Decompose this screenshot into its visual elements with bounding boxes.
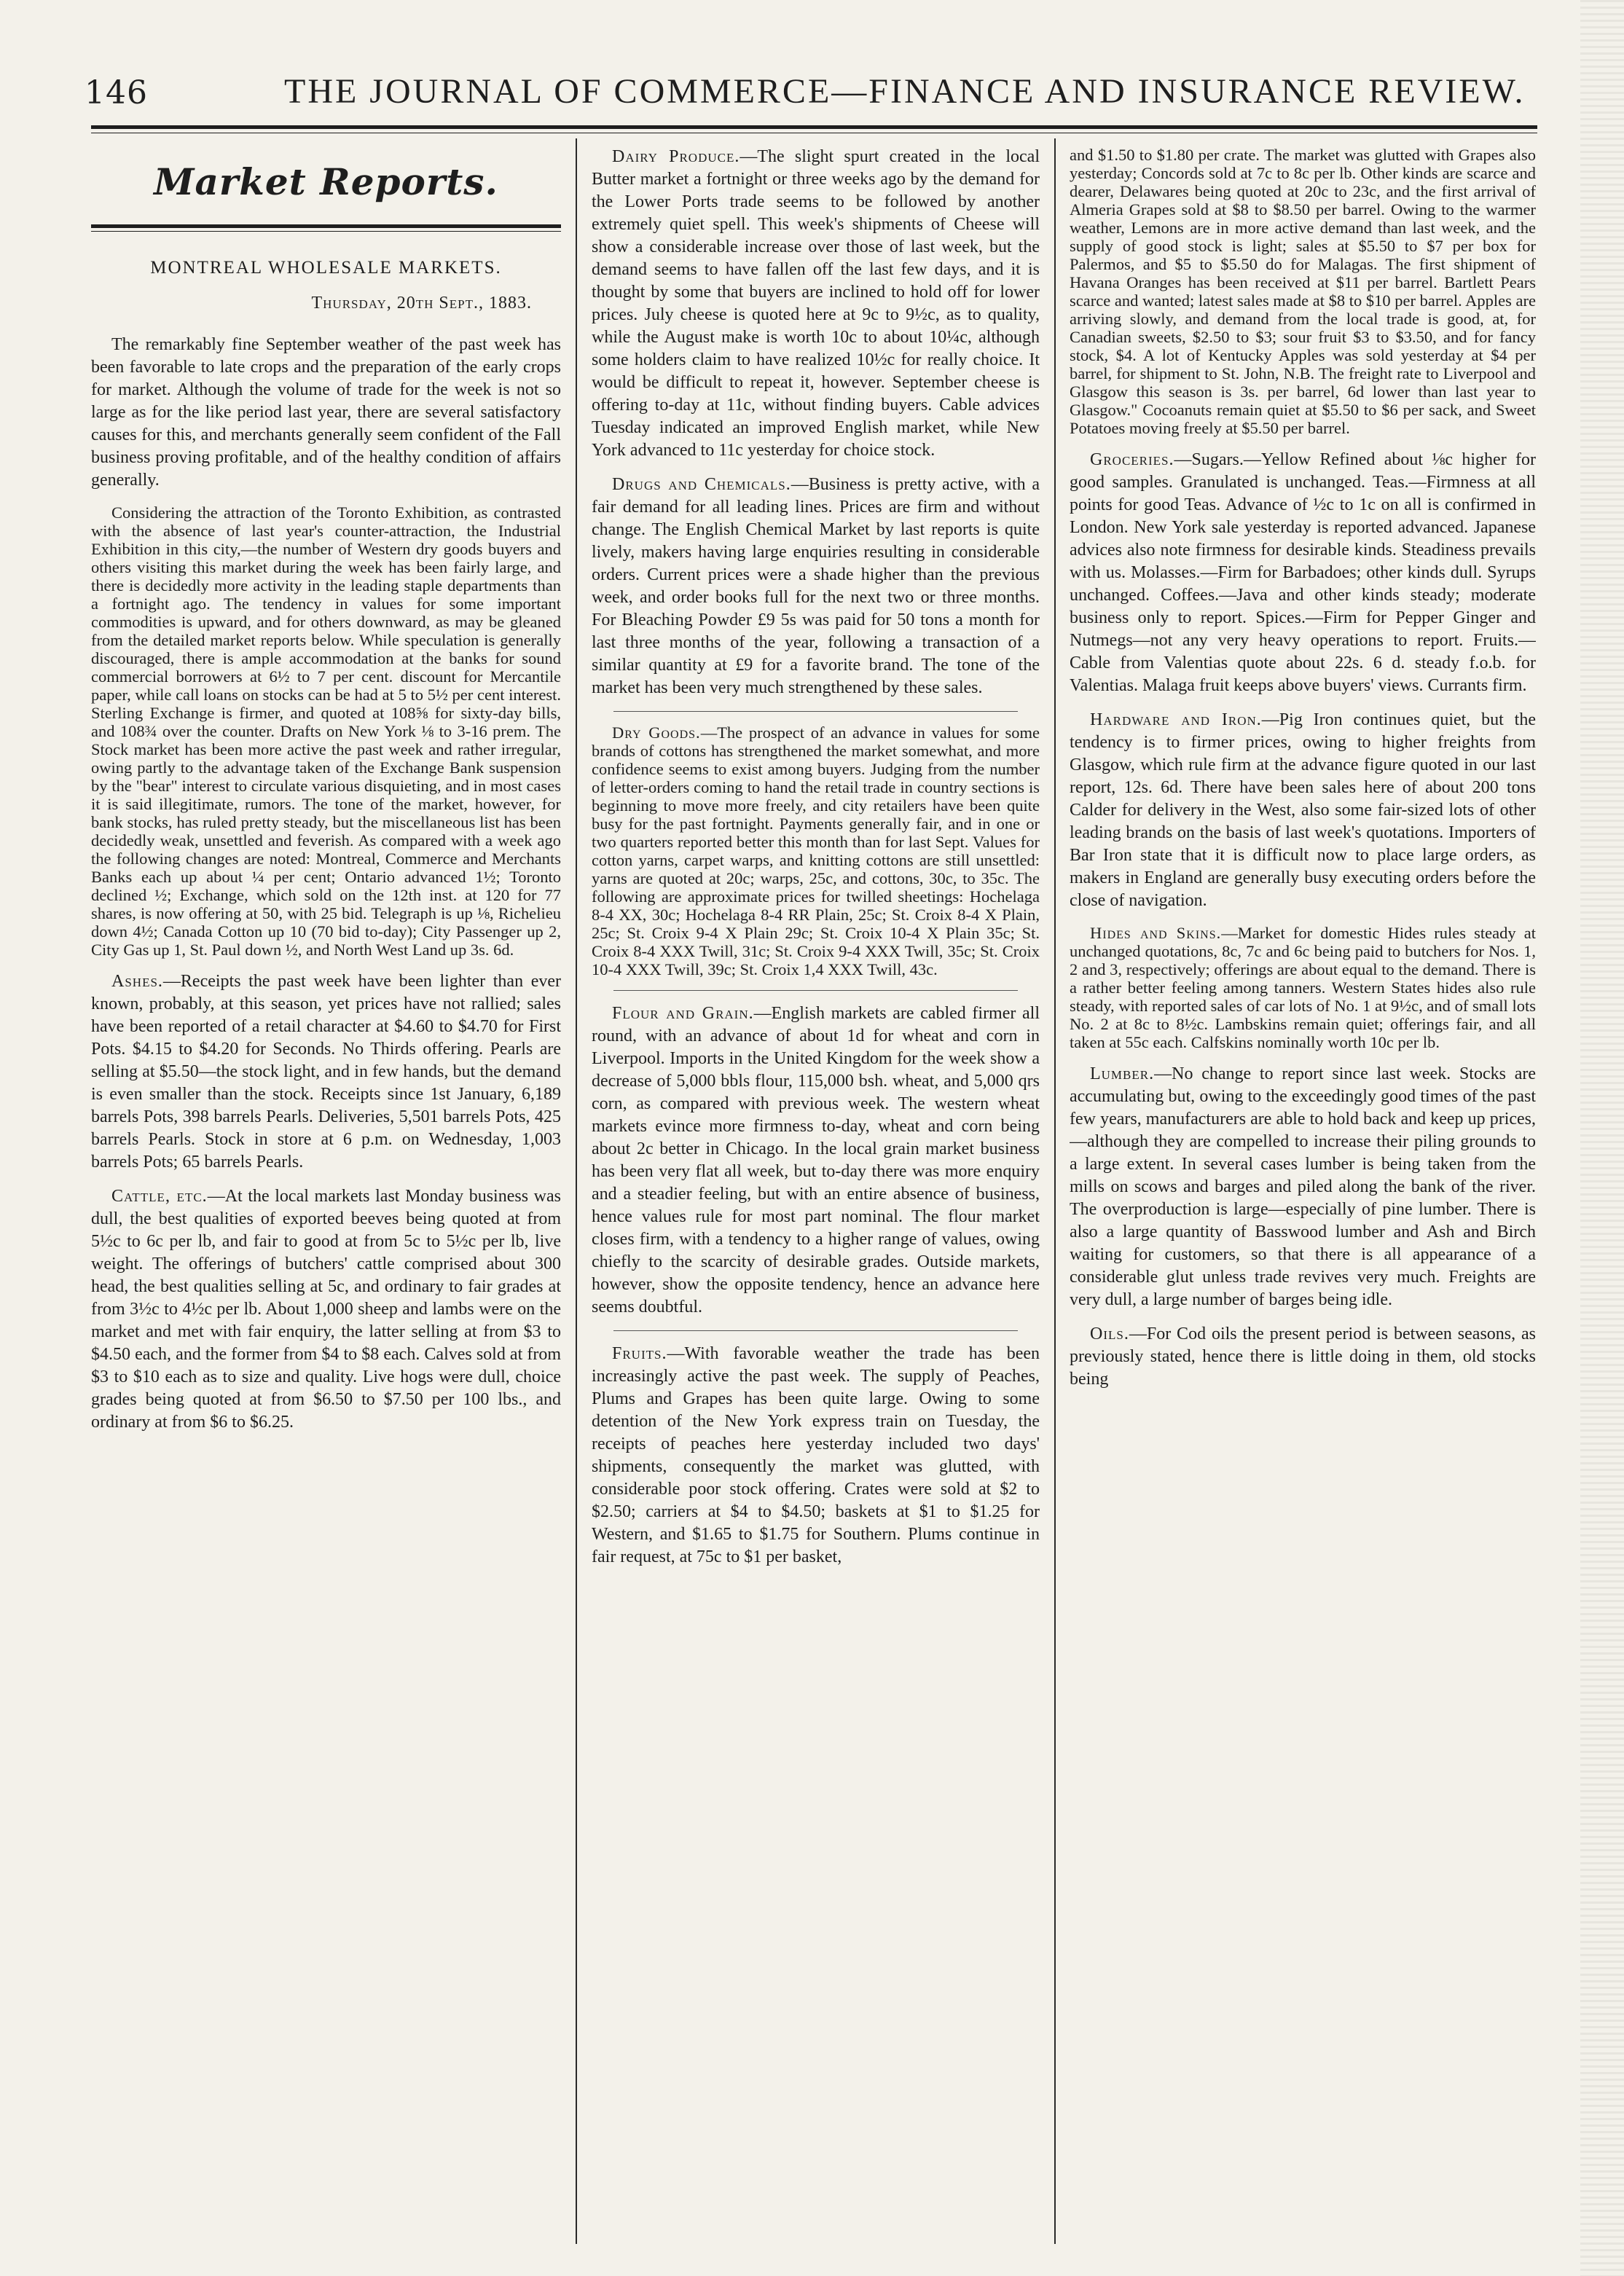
- report-fruits: [592, 1343, 1040, 1569]
- report-text: —Pig Iron continues quiet, but the tendency is to firmer prices, owing to higher freights from Glasgow, which rule firm at the advance figure quoted in our last report, 12s. 6d. There have been sales here of about 200 tons Calder for delivery in the West, also some fair-sized lots of other leading brands on the basis of last week's quotations. Importers of Bar Iron state that it is difficult now to place large orders, as makers in England are generally busy executing orders before the close of navigation.: [1070, 710, 1536, 910]
- separator: [613, 990, 1018, 991]
- market-heading: MONTREAL WHOLESALE MARKETS.: [150, 258, 502, 278]
- report-text: —Receipts the past week have been lighter than ever known, probably, at this season, yet prices have not rallied; sales have been reported of a retail character at $4.60 to $4.70 for First Pots. $4.15 to $4.20 for Seconds. No Thirds offering. Pearls are selling at $5.50—the stock light, and in few hands, but the demand is even smaller than the stock. Receipts since 1st January, 6,189 barrels Pots, 398 barrels Pearls. Deliveries, 5,501 barrels Pots, 425 barrels Pearls. Stock in store at 6 p.m. on Wednesday, 1,003 barrels Pots; 65 barrels Pearls.: [91, 972, 561, 1172]
- report-hides: [1070, 924, 1536, 1051]
- section-rule: [91, 224, 561, 228]
- report-flour: [592, 1002, 1040, 1319]
- report-text: —The slight spurt created in the local Butter market a fortnight or three weeks ago by the demand for the Lower Ports trade seems to be followed by another extremely quiet spell. This week's shipments of Cheese will show a considerable increase over those of last week, but the demand seems to have fallen off the last few days, and it is thought by some that buyers are inclined to hold off for lower prices. July cheese is quoted here at 9c to 9½c, as to quality, while the August make is worth 10c to about 10¼c, although some holders claim to have realized 10½c for really choice. It would be difficult to repeat it, however. September cheese is offering to-day at 11c, without finding buyers. Cable advices Tuesday indicated an improved English market, while New York advanced to 11c yesterday for choice stock.: [592, 147, 1040, 460]
- intro-paragraph-2: Considering the attraction of the Toronto Exhibition, as contrasted with the absence of last year's counter-attraction, the Industrial Exhibition in this city,—the number of Western dry goods buyers and others visiting this market during the week has been fairly large, and there is decidedly more activity in the leading staple departments than a fortnight ago. The tendency in values for some important commodities is upward, and for others downward, as may be gleaned from the detailed market reports below. While speculation is generally discouraged, there is ample accommodation at the banks for sound commercial borrowers at 6½ to 7 per cent. discount for Mercantile paper, while call loans on stocks can be had at 5 to 5½ per cent interest. Sterling Exchange is firmer, and quoted at 108⅝ for sixty-day bills, and 108¾ over the counter. Drafts on New York ⅛ to 3-16 prem. The Stock market has been more active the past week and rather irregular, owing partly to the advantage taken of the Exchange Bank suspension by the "bear" interest to circulate various disquieting, and in most cases it is said illegitimate, rumors. The tone of the market, however, for bank stocks, has ruled pretty steady, but the miscellaneous list has been decidedly weak, unsettled and feverish. As compared with a week ago the following changes are noted: Montreal, Commerce and Merchants Banks each up about ¼ per cent; Ontario advanced 1½; Toronto declined ½; Exchange, which sold on the 12th inst. at 120 for 77 shares, is now offering at 50, with 25 bid. Telegraph is up ⅛, Richelieu down 4½; Canada Cotton up 10 (70 bid to-day); City Passenger up 2, City Gas up 1, St. Paul down ½, and North West Land up 3s. 6d.: [91, 503, 561, 959]
- journal-title: THE JOURNAL OF COMMERCE—FINANCE AND INSURANCE REVIEW.: [284, 72, 1526, 111]
- report-text: —At the local markets last Monday business was dull, the best qualities of exported beeves being quoted at from 5½c to 6c per lb, and fair to good at from 5c to 5½c per lb, live weight. The offerings of butchers' cattle comprised about 300 head, the best qualities selling at 5c, and ordinary to fair grades at from 3½c to 4½c per lb. About 1,000 sheep and lambs were on the market and met with fair enquiry, the latter selling at from $3 to $4.50 each, and the former from $4 to $8 each. Calves sold at from $3 to $10 each as to size and quality. Live hogs were dull, choice grades being quoted at from $6.50 to $7.50 per 100 lbs., and ordinary at from $6 to $6.25.: [91, 1187, 561, 1432]
- separator: [613, 711, 1018, 712]
- column-2: [592, 146, 1040, 2259]
- report-label: Cattle, etc.: [111, 1187, 208, 1206]
- report-drugs: [592, 474, 1040, 699]
- column-3: [1070, 146, 1536, 2259]
- report-text: —English markets are cabled firmer all round, with an advance of about 1d for wheat and corn in Liverpool. Imports in the United Kingdom for the week show a decrease of 5,000 bbls flour, 115,000 bsh. wheat, and 5,000 qrs corn, as compared with previous week. The western wheat markets evince more firmness to-day, wheat and corn being about 2c better in Chicago. In the local grain market business has been very flat all week, but to-day there was more enquiry and a steadier feeling, but with an entire absence of business, hence values rule for most part nominal. The flour market closes firm, with a tendency to a higher range of values, owing chiefly to the scarcity of desirable grades. Outside markets, however, show the opposite tendency, hence an advance here seems doubtful.: [592, 1004, 1040, 1316]
- report-label: Hides and Skins.: [1090, 924, 1222, 942]
- column-divider: [1054, 138, 1056, 2244]
- report-dry-goods: [592, 723, 1040, 978]
- report-text: —Business is pretty active, with a fair demand for all leading lines. Prices are firm and without change. The English Chemical Market by last reports is quite lively, makers having large enquiries resulting in considerable orders. Current prices were a shade higher than the previous week, and order books full for the next two or three months. For Bleaching Powder £9 5s was paid for 50 tons a month for last three months of the year, following a transaction of a similar quantity at £9 for a favorite brand. The tone of the market has been very much strengthened by these sales.: [592, 475, 1040, 697]
- report-label: Oils.: [1090, 1325, 1129, 1343]
- report-label: Flour and Grain.: [612, 1004, 754, 1023]
- report-lumber: [1070, 1063, 1536, 1311]
- report-label: Groceries.: [1090, 450, 1174, 469]
- intro-paragraph: The remarkably fine September weather of the past week has been favorable to late crops and the preparation of the early crops for market. Although the volume of trade for the week is not so large as for the like period last year, there are several satisfactory causes for this, and merchants generally seem confident of the Fall business proving profitable, and of the healthy condition of affairs generally.: [91, 335, 561, 490]
- report-ashes: [91, 970, 561, 1174]
- report-text: —Sugars.—Yellow Refined about ⅛c higher for good samples. Granulated is unchanged. Teas.—Firmness at all points for good Teas. Advance of ½c to 1c on all is confirmed in London. New York sale yesterday is reported advanced. Japanese advices also note firmness for desirable kinds. Steadiness prevails with us. Molasses.—Firm for Barbadoes; other kinds dull. Syrups unchanged. Coffees.—Java and other kinds steady; moderate business only to report. Spices.—Firm for Pepper Ginger and Nutmegs—not any very heavy operations to report. Fruits.—Cable from Valentias quote about 22s. 6 d. steady f.o.b. for Valentias. Malaga fruit keeps above buyers' views. Currants firm.: [1070, 450, 1536, 695]
- report-text: —Market for domestic Hides rules steady at unchanged quotations, 8c, 7c and 6c being paid to butchers for Nos. 1, 2 and 3, respectively; offerings are about equal to the demand. There is a rather better feeling among tanners. Western States hides also rule steady, with reported sales of car lots of No. 1 at 9½c, and of small lots No. 2 at 8c to 8½c. Lambskins remain quiet; offerings fair, and all taken at 55c each. Calfskins nominally worth 10c per lb.: [1070, 924, 1536, 1051]
- dateline: Thursday, 20th Sept., 1883.: [311, 294, 532, 313]
- separator: [613, 1330, 1018, 1331]
- page-number: 146: [85, 74, 148, 111]
- report-text: —No change to report since last week. Stocks are accumulating but, owing to the exceedingly good times of the past few years, manufacturers are able to hold back and keep up prices,—although they are compelled to increase their piling grounds to a large extent. In several cases lumber is being taken from the mills on scows and barges and piled along the bank of the river. The overproduction is large—especially of pine lumber. There is also a large quantity of Basswood lumber and Ash and Birch waiting for customers, so that there is all appearance of a considerable glut unless trade revives very much. Freights are very dull, a large number of barges being idle.: [1070, 1064, 1536, 1309]
- report-dairy: [592, 146, 1040, 462]
- section-rule-thin: [91, 231, 561, 232]
- report-hardware: [1070, 709, 1536, 912]
- report-label: Fruits.: [612, 1344, 667, 1363]
- scan-edge-texture: [1580, 0, 1624, 2276]
- section-title: Market Reports.: [154, 160, 498, 203]
- report-oils: [1070, 1323, 1536, 1391]
- column-1: [91, 146, 561, 2259]
- report-groceries: [1070, 449, 1536, 697]
- header-rule: [91, 125, 1537, 129]
- report-label: Lumber.: [1090, 1064, 1155, 1083]
- page-header: [80, 61, 1530, 127]
- column-divider: [576, 138, 577, 2244]
- report-fruits-continued: and $1.50 to $1.80 per crate. The market was glutted with Grapes also yesterday; Concords sold at 7c to 8c per lb. Other kinds are scarce and dearer, Delawares being quoted at 20c to 23c, and the first arrival of Almeria Grapes sold at $8 to $8.50 per barrel. Owing to the warmer weather, Lemons are in more active demand than last week, and the supply of good stock is light; sales at $5.50 to $7 per box for Palermos, and $5 to $5.50 do for Malagas. The first shipment of Havana Oranges has been received at $11 per barrel. Bartlett Pears scarce and wanted; latest sales made at $8 to $10 per barrel. Apples are arriving slowly, and demand from the local trade is good, at, for Canadian sweets, $2.50 to $3; sour fruit $3 to $3.50, and for fancy stock, $4. A lot of Kentucky Apples was sold yesterday at $4 per barrel, for shipment to St. John, N.B. The freight rate to Liverpool and Glasgow this season is 3s. per barrel, 6d lower than last year to Glasgow." Cocoanuts remain quiet at $5.50 to $6 per sack, and Sweet Potatoes moving freely at $5.50 per barrel.: [1070, 146, 1536, 437]
- report-text: —For Cod oils the present period is between seasons, as previously stated, hence there is little doing in them, old stocks being: [1070, 1325, 1536, 1389]
- report-label: Dairy Produce.: [612, 147, 740, 166]
- report-text: —With favorable weather the trade has been increasingly active the past week. The supply of Peaches, Plums and Grapes has been quite large. Owing to some detention of the New York express train on Tuesday, the receipts of peaches here yesterday included two days' shipments, consequently the market was glutted, with considerable poor stock offering. Crates were sold at $2 to $2.50; carriers at $4 to $4.50; baskets at $1 to $1.25 for Western, and $1.65 to $1.75 for Southern. Plums continue in fair request, at 75c to $1 per basket,: [592, 1344, 1040, 1566]
- report-label: Dry Goods.: [612, 723, 701, 742]
- report-label: Ashes.: [111, 972, 163, 991]
- report-label: Drugs and Chemicals.: [612, 475, 791, 494]
- report-cattle: [91, 1185, 561, 1434]
- report-label: Hardware and Iron.: [1090, 710, 1262, 729]
- report-text: —The prospect of an advance in values for some brands of cottons has strengthened the market somewhat, and more confidence seems to exist among buyers. Judging from the number of letter-orders coming to hand the retail trade in country sections is beginning to move more freely, and city retailers have been quite busy for the past fortnight. Payments generally fair, and in one or two quarters reported better this month than for last Sept. Values for cotton yarns, carpet warps, and knitting cottons are still unsettled: yarns are quoted at 20c; warps, 25c, and cottons, 30c, to 35c. The following are approximate prices for twilled sheetings: Hochelaga 8-4 XX, 30c; Hochelaga 8-4 RR Plain, 25c; St. Croix 8-4 X Plain, 25c; St. Croix 9-4 X Plain 29c; St. Croix 10-4 X Plain 35c; St. Croix 8-4 XXX Twill, 31c; St. Croix 9-4 XXX Twill, 35c; St. Croix 10-4 XXX Twill, 39c; St. Croix 1,4 XXX Twill, 43c.: [592, 723, 1040, 978]
